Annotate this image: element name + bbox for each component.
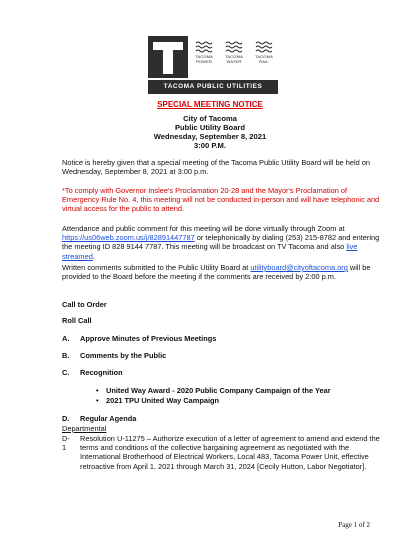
notice-title: SPECIAL MEETING NOTICE <box>157 100 263 109</box>
division-label: TACOMA RAIL <box>254 54 273 64</box>
page-number: Page 1 of 2 <box>338 521 370 529</box>
call-to-order: Call to Order <box>62 300 107 309</box>
agenda-item-d: D. Regular Agenda <box>62 414 137 423</box>
header-date: Wednesday, September 8, 2021 <box>153 132 267 141</box>
water-wave-icon <box>225 40 243 54</box>
live-stream-link[interactable]: live streamed <box>62 242 358 261</box>
email-link[interactable]: utilityboard@cityoftacoma.org <box>250 263 348 272</box>
document-page: TACOMA POWER TACOMA WATER TACOMA RAIL TACOMA PUBLIC UTILITIES SPECIAL MEETING NOTICE City of Tacoma Public Utility Board Wednesday, September 8, 2021 3:00 P.M. Notice is hereby given that a special meeting of the Tacoma Public Utility Board will be held on Wednesday, September 8, 2021 at 3:00 p.m. *To comply with Governor Inslee's Proclamation 20-28 and the Mayor's Proclamation of Emergency Rule No. 4, this meeting will not be conducted in-person and will have telephonic and virtual access for the public to attend. Attendance and public comment for this meeting will be done virtually through Zoom at https://us06web.zoom.us/j/82891447787 or telephonically by dialing (253) 215-8782 and entering the meeting ID 828 9144 7787. This meeting will be broadcast on TV Tacoma and also live streamed. Written comments submitted to the Public Utility Board at utilityboard@cityoftacoma.org will be provided to the Board before the meeting if the comments are received by 2:00 p.m. Call to Order Roll Call A. Approve Minutes of Previous Meetings B. Comments by the Public C. Recognition • United Way Award - 2020 Public Company Campaign of the Year • 2021 TPU United Way Campaign D. Regular Agenda Departmental D-1 Resolution U-11275 – Authorize execution of a letter of agreement to amend and extend the terms and conditions of the collective bargaining agreement as negotiated with the International Brotherhood of Electrical Workers, Local 483, Tacoma Power Unit, effective retroactive from April 1, 2021 through March 31, 2024 [Cecily Hutton, Labor Negotiator]. Page 1 of 2 <box>0 0 420 544</box>
power-division <box>190 38 218 78</box>
covid-paragraph: *To comply with Governor Inslee's Proclamation 20-28 and the Mayor's Proclamation of Emergency Rule No. 4, this meeting will not be conducted in-person and will have telephonic and virtual access for the public to attend. <box>62 186 380 214</box>
agenda-item-a: A. Approve Minutes of Previous Meetings <box>62 334 217 343</box>
written-comments-paragraph: Written comments submitted to the Public Utility Board at utilityboard@cityoftacoma.org will be provided to the Board before the meeting if the comments are received by 2:00 p.m. <box>62 263 371 282</box>
recognition-bullet: • 2021 TPU United Way Campaign <box>96 396 220 405</box>
notice-paragraph: Notice is hereby given that a special meeting of the Tacoma Public Utility Board will be held on Wednesday, September 8, 2021 at 3:00 p.m. <box>62 158 370 177</box>
recognition-bullet: • United Way Award - 2020 Public Company Campaign of the Year <box>96 386 331 395</box>
logo-divisions <box>190 36 278 78</box>
bullet-icon: • <box>96 386 99 395</box>
power-wave-icon <box>195 40 213 54</box>
water-division <box>220 38 248 78</box>
header-time: 3:00 P.M. <box>194 141 226 150</box>
division-label: TACOMA POWER <box>194 54 213 64</box>
agenda-item-b: B. Comments by the Public <box>62 351 167 360</box>
t-logo-mark <box>148 36 188 78</box>
rail-division <box>250 38 278 78</box>
division-label: TACOMA WATER <box>224 54 243 64</box>
tacoma-public-utilities-logo <box>148 36 278 98</box>
header-board: Public Utility Board <box>174 123 246 132</box>
roll-call: Roll Call <box>62 316 92 325</box>
logo-band: TACOMA PUBLIC UTILITIES <box>148 80 278 94</box>
attendance-paragraph: Attendance and public comment for this meeting will be done virtually through Zoom at https://us06web.zoom.us/j/82891447787 or telephonically by dialing (253) 215-8782 and entering the meeting ID 828 9144 7787. This meeting will be broadcast on TV Tacoma and also live streamed. <box>62 224 380 261</box>
zoom-link[interactable]: https://us06web.zoom.us/j/82891447787 <box>62 233 195 243</box>
departmental-heading: Departmental <box>62 424 107 433</box>
header-city: City of Tacoma <box>183 114 237 123</box>
rail-wave-icon <box>255 40 273 54</box>
bullet-icon: • <box>96 396 99 405</box>
agenda-item-c: C. Recognition <box>62 368 123 377</box>
